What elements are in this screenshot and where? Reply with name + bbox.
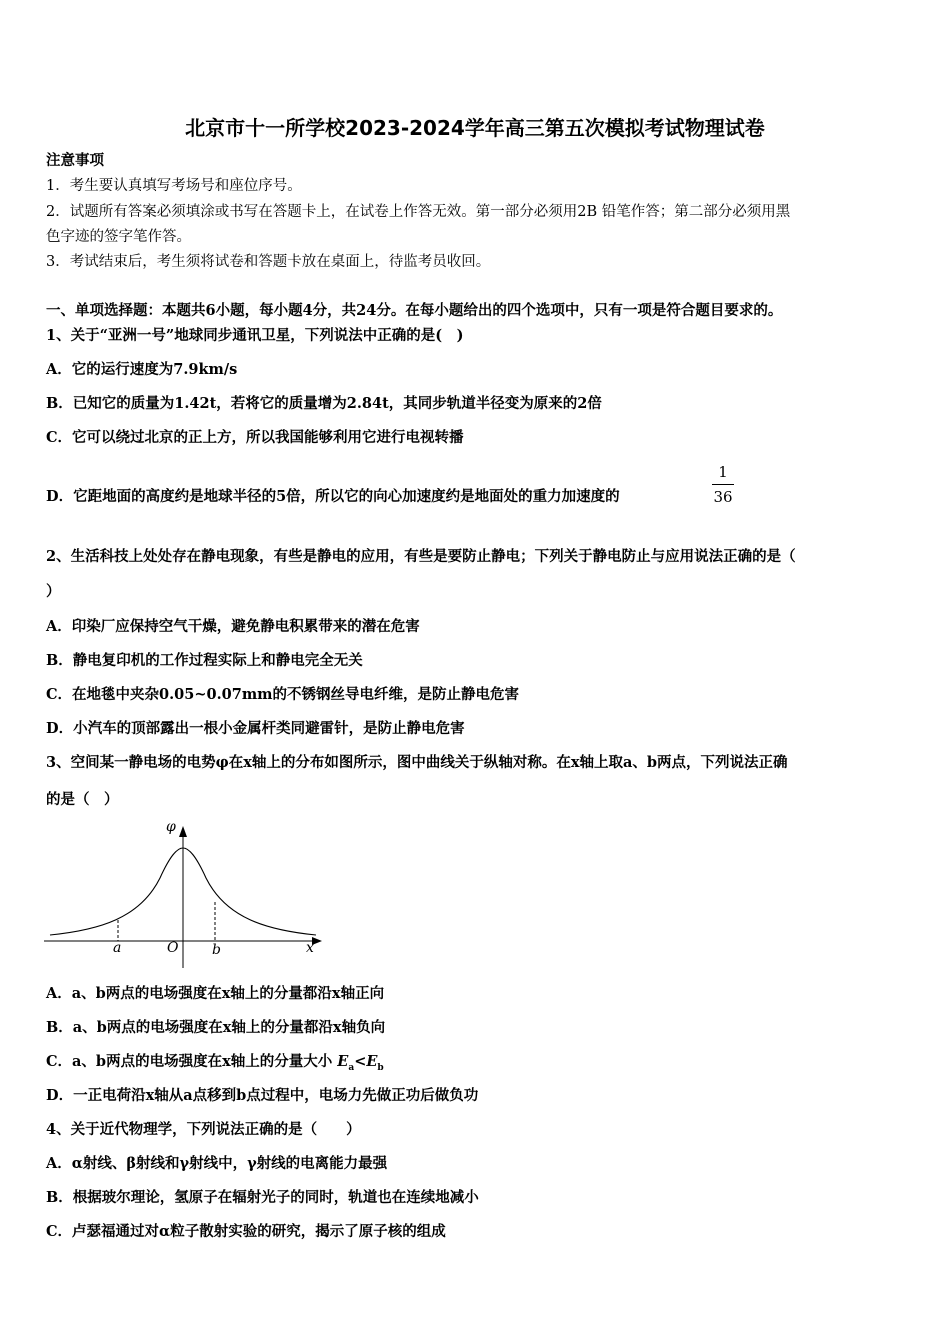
- q4-option-c: C．卢瑟福通过对α粒子散射实验的研究，揭示了原子核的组成: [46, 1223, 446, 1240]
- y-axis-arrow: [179, 826, 187, 837]
- q1-option-c: C．它可以绕过北京的正上方，所以我国能够利用它进行电视转播: [46, 429, 464, 446]
- q3-stem-cont: 的是（ ）: [46, 791, 119, 808]
- q4-stem: 4、关于近代物理学，下列说法正确的是（ ）: [46, 1121, 361, 1138]
- q2-stem: 2、生活科技上处处存在静电现象，有些是静电的应用，有些是要防止静电；下列关于静电防止与应用说法正确的是（: [46, 548, 796, 565]
- point-b-label: b: [212, 942, 221, 958]
- q3-option-b: B．a、b两点的电场强度在x轴上的分量都沿x轴负向: [46, 1019, 386, 1036]
- less-than: <: [354, 1053, 367, 1070]
- notice-item-1: 1．考生要认真填写考场号和座位序号。: [46, 178, 302, 194]
- q1-stem: 1、关于“亚洲一号”地球同步通讯卫星，下列说法中正确的是( ): [46, 327, 464, 344]
- q2-stem-cont: ）: [46, 583, 61, 600]
- notice-item-3: 3．考试结束后，考生须将试卷和答题卡放在桌面上，待监考员收回。: [46, 254, 491, 270]
- subscript-a: a: [348, 1062, 355, 1073]
- q2-option-c: C．在地毯中夹杂0.05~0.07mm的不锈钢丝导电纤维，是防止静电危害: [46, 686, 520, 703]
- x-axis-label: x: [306, 940, 314, 956]
- q3-stem: 3、空间某一静电场的电势φ在x轴上的分布如图所示，图中曲线关于纵轴对称。在x轴上取a、b两点，下列说法正确: [46, 754, 788, 771]
- notice-heading: 注意事项: [46, 152, 104, 169]
- origin-label: O: [167, 940, 179, 956]
- fraction-denominator: 36: [713, 488, 733, 506]
- q2-option-a: A．印染厂应保持空气干燥，避免静电积累带来的潜在危害: [46, 618, 420, 635]
- field-e-b: E: [366, 1053, 378, 1070]
- q3-option-a: A．a、b两点的电场强度在x轴上的分量都沿x轴正向: [46, 985, 385, 1002]
- q1-option-b: B．已知它的质量为1.42t，若将它的质量增为2.84t，其同步轨道半径变为原来的2倍: [46, 395, 602, 412]
- q3-option-c: [46, 1052, 384, 1078]
- q4-option-a: A．α射线、β射线和γ射线中，γ射线的电离能力最强: [46, 1155, 388, 1172]
- fraction-numerator: 1: [718, 463, 728, 481]
- subscript-b: b: [377, 1062, 384, 1073]
- notice-item-2: 2．试题所有答案必须填涂或书写在答题卡上，在试卷上作答无效。第一部分必须用2B 铅笔作答；第二部分必须用黑: [46, 204, 791, 220]
- potential-graph: [40, 818, 330, 968]
- y-axis-label: φ: [166, 819, 176, 835]
- q1-option-a: A．它的运行速度为7.9km/s: [46, 361, 238, 378]
- q3-option-d: D．一正电荷沿x轴从a点移到b点过程中，电场力先做正功后做负功: [46, 1087, 479, 1104]
- q1-option-d: D．它距地面的高度约是地球半径的5倍，所以它的向心加速度约是地面处的重力加速度的: [46, 488, 620, 505]
- field-e-a: E: [337, 1053, 349, 1070]
- notice-item-2-cont: 色字迹的签字笔作答。: [46, 229, 191, 245]
- point-a-label: a: [113, 940, 122, 956]
- q4-option-b: B．根据玻尔理论，氢原子在辐射光子的同时，轨道也在连续地减小: [46, 1189, 479, 1206]
- q2-option-b: B．静电复印机的工作过程实际上和静电完全无关: [46, 652, 363, 669]
- q3-option-c-text: C．a、b两点的电场强度在x轴上的分量大小: [46, 1053, 338, 1070]
- q1-fraction: [712, 462, 734, 507]
- fraction-bar: [712, 484, 734, 485]
- q2-option-d: D．小汽车的顶部露出一根小金属杆类同避雷针，是防止静电危害: [46, 720, 465, 737]
- section-heading: 一、单项选择题：本题共6小题，每小题4分，共24分。在每小题给出的四个选项中，只有一项是符合题目要求的。: [46, 302, 783, 319]
- exam-title: 北京市十一所学校2023-2024学年高三第五次模拟考试物理试卷: [185, 116, 765, 140]
